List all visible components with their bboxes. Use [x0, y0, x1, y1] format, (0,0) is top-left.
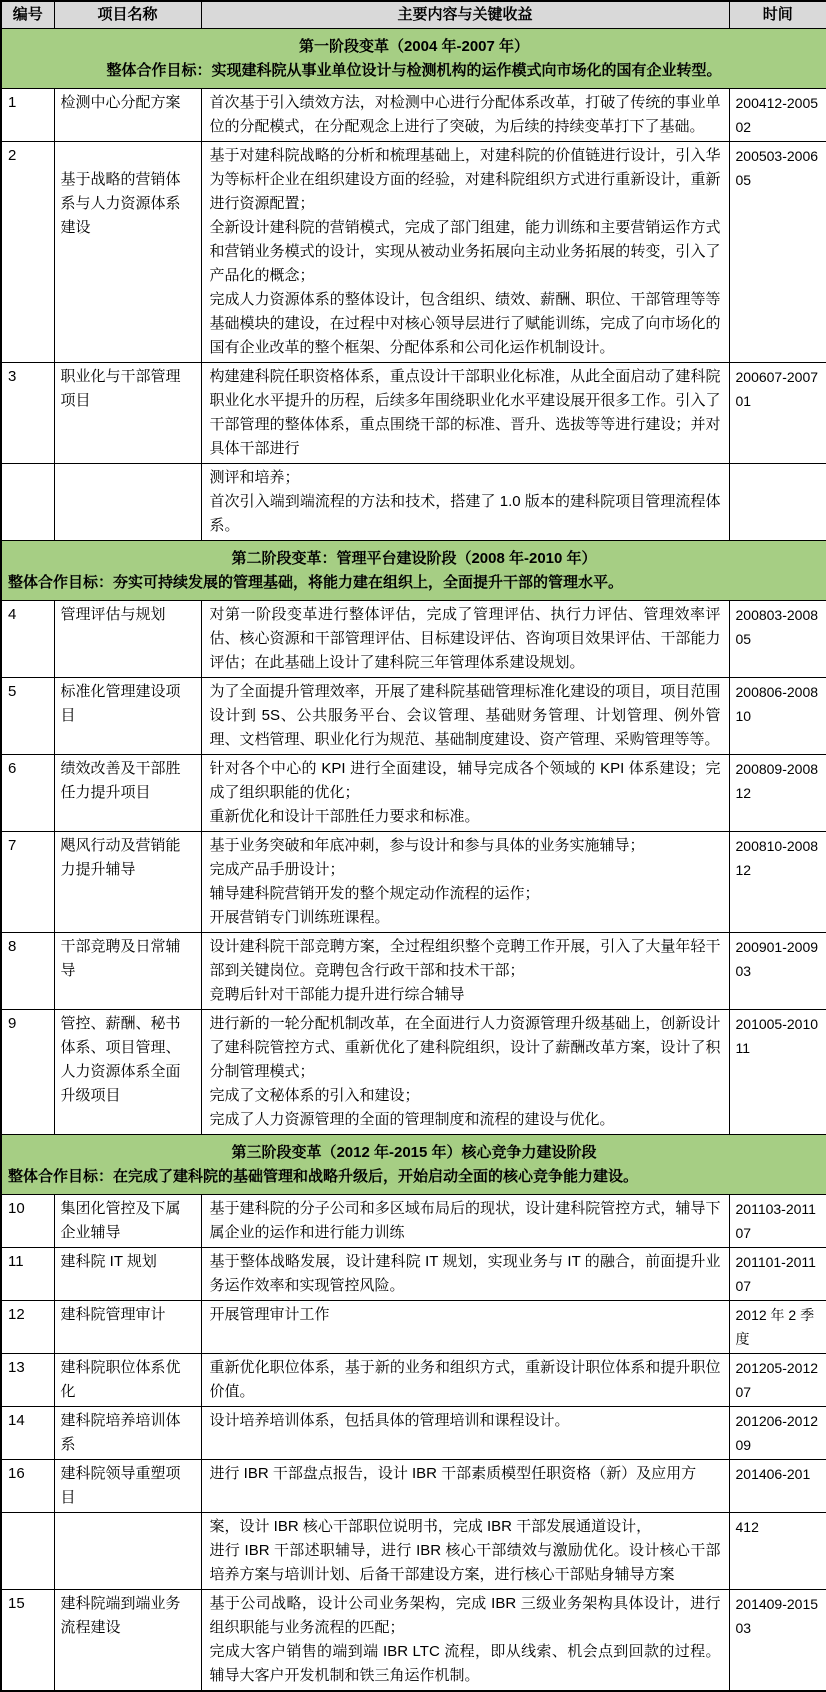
time-cell: 201205-201207 — [729, 1354, 826, 1407]
phase-section-cell — [1, 541, 826, 601]
content-paragraph: 辅导建科院营销开发的整个规定动作流程的运作； — [209, 885, 540, 902]
content-paragraph: 为了全面提升管理效率，开展了建科院基础管理标准化建设的项目，项目范围设计到 5S、公共服务平台、会议管理、基础财务管理、计划管理、例外管理、文档管理、职业化行为规范、基础制度建设、资产管理、采购管理等等。 — [209, 683, 721, 748]
content-paragraph: 进行新的一轮分配机制改革，在全面进行人力资源管理升级基础上，创新设计了建科院管控方式、重新优化了建科院组织，设计了薪酬改革方案，设计了积分制管理模式； — [209, 1015, 721, 1080]
phase-title: 第三阶段变革（2012 年-2015 年）核心竞争力建设阶段 — [231, 1144, 597, 1161]
row-number-cell — [1, 1513, 54, 1590]
time-cell: 200809-200812 — [729, 755, 826, 832]
time-cell: 201206-201209 — [729, 1407, 826, 1460]
phase-section-cell — [1, 1135, 826, 1195]
project-name-cell: 基于战略的营销体系与人力资源体系建设 — [54, 142, 201, 363]
content-paragraph: 基于对建科院战略的分析和梳理基础上，对建科院的价值链进行设计，引入华为等标杆企业在组织建设方面的经验，对建科院组织方式进行重新设计，重新进行资源配置； — [209, 147, 721, 212]
time-cell: 201101-201107 — [729, 1248, 826, 1301]
phase-goal: 整体合作目标：夯实可持续发展的管理基础，将能力建在组织上，全面提升干部的管理水平。 — [8, 574, 624, 591]
content-cell — [201, 1590, 729, 1692]
time-cell: 200503-200605 — [729, 142, 826, 363]
project-name-cell: 建科院管理审计 — [54, 1301, 201, 1354]
header-cell-number: 编号 — [1, 1, 54, 29]
phase-title: 第一阶段变革（2004 年-2007 年） — [298, 38, 530, 55]
row-number-cell: 7 — [1, 832, 54, 933]
content-paragraph: 案，设计 IBR 核心干部职位说明书，完成 IBR 干部发展通道设计， — [209, 1518, 652, 1535]
time-cell: 200803-200805 — [729, 601, 826, 678]
phase-section-cell — [1, 29, 826, 89]
content-cell — [201, 142, 729, 363]
table-row — [1, 142, 826, 363]
content-paragraph: 完成了人力资源管理的全面的管理制度和流程的建设与优化。 — [209, 1111, 615, 1128]
table-row — [1, 755, 826, 832]
row-number-cell: 13 — [1, 1354, 54, 1407]
content-cell — [201, 363, 729, 464]
time-cell: 200810-200812 — [729, 832, 826, 933]
content-cell — [201, 832, 729, 933]
content-paragraph: 全新设计建科院的营销模式，完成了部门组建，能力训练和主要营销运作方式和营销业务模式的设计，实现从被动业务拓展向主动业务拓展的转变，引入了产品化的概念； — [209, 219, 721, 284]
content-paragraph: 完成人力资源体系的整体设计，包含组织、绩效、薪酬、职位、干部管理等等基础模块的建设，在过程中对核心领导层进行了赋能训练，完成了向市场化的国有企业改革的整个框架、分配体系和公司化运作机制设计。 — [209, 291, 721, 356]
table-row — [1, 89, 826, 142]
table-row — [1, 601, 826, 678]
project-name-cell: 职业化与干部管理项目 — [54, 363, 201, 464]
table-row — [1, 1460, 826, 1513]
time-cell: 200607-200701 — [729, 363, 826, 464]
row-number-cell: 10 — [1, 1195, 54, 1248]
row-number-cell: 15 — [1, 1590, 54, 1692]
content-paragraph: 基于业务突破和年底冲刺，参与设计和参与具体的业务实施辅导； — [209, 837, 645, 854]
row-number-cell: 12 — [1, 1301, 54, 1354]
content-paragraph: 基于整体战略发展，设计建科院 IT 规划，实现业务与 IT 的融合，前面提升业务运作效率和实现管控风险。 — [209, 1253, 721, 1294]
project-name-cell: 建科院端到端业务流程建设 — [54, 1590, 201, 1692]
content-paragraph: 设计建科院干部竞聘方案，全过程组织整个竞聘工作开展，引入了大量年轻干部到关键岗位。竞聘包含行政干部和技术干部； — [209, 938, 721, 979]
time-cell — [729, 464, 826, 541]
project-name-cell: 管理评估与规划 — [54, 601, 201, 678]
table-row — [1, 1407, 826, 1460]
project-name-cell — [54, 1513, 201, 1590]
phase-section-row — [1, 29, 826, 89]
content-cell — [201, 1010, 729, 1135]
project-name-cell: 标准化管理建设项目 — [54, 678, 201, 755]
row-number-cell: 5 — [1, 678, 54, 755]
content-cell — [201, 1354, 729, 1407]
content-cell — [201, 1513, 729, 1590]
header-cell-project-name: 项目名称 — [54, 1, 201, 29]
table-header — [1, 1, 826, 29]
content-paragraph: 基于公司战略，设计公司业务架构，完成 IBR 三级业务架构具体设计，进行组织职能与业务流程的匹配； — [209, 1595, 721, 1636]
time-cell: 201406-201 — [729, 1460, 826, 1513]
content-paragraph: 测评和培养； — [209, 469, 300, 486]
content-paragraph: 对第一阶段变革进行整体评估，完成了管理评估、执行力评估、管理效率评估、核心资源和干部管理评估、目标建设评估、咨询项目效果评估、干部能力评估；在此基础上设计了建科院三年管理体系建设规划。 — [209, 606, 721, 671]
content-cell — [201, 89, 729, 142]
content-paragraph: 完成产品手册设计； — [209, 861, 345, 878]
project-name-cell: 建科院职位体系优化 — [54, 1354, 201, 1407]
time-cell: 2012 年 2 季度 — [729, 1301, 826, 1354]
content-paragraph: 重新优化职位体系，基于新的业务和组织方式，重新设计职位体系和提升职位价值。 — [209, 1359, 721, 1400]
content-paragraph: 完成了文秘体系的引入和建设； — [209, 1087, 420, 1104]
project-name-cell: 飓风行动及营销能力提升辅导 — [54, 832, 201, 933]
time-cell: 200806-200810 — [729, 678, 826, 755]
project-name-cell: 检测中心分配方案 — [54, 89, 201, 142]
row-number-cell: 3 — [1, 363, 54, 464]
project-name-cell: 干部竞聘及日常辅导 — [54, 933, 201, 1010]
content-paragraph: 进行 IBR 干部盘点报告，设计 IBR 干部素质模型任职资格（新）及应用方 — [209, 1465, 697, 1482]
content-cell — [201, 1460, 729, 1513]
row-number-cell: 11 — [1, 1248, 54, 1301]
table-row — [1, 1354, 826, 1407]
table-row — [1, 363, 826, 464]
row-number-cell: 2 — [1, 142, 54, 363]
phase-section-row — [1, 541, 826, 601]
project-name-cell: 建科院领导重塑项目 — [54, 1460, 201, 1513]
project-name-cell: 建科院培养培训体系 — [54, 1407, 201, 1460]
row-number-cell — [1, 464, 54, 541]
content-cell — [201, 1248, 729, 1301]
content-cell — [201, 1301, 729, 1354]
project-name-cell — [54, 464, 201, 541]
content-cell — [201, 601, 729, 678]
table-row — [1, 1010, 826, 1135]
project-name-cell: 绩效改善及干部胜任力提升项目 — [54, 755, 201, 832]
content-paragraph: 基于建科院的分子公司和多区域布局后的现状，设计建科院管控方式，辅导下属企业的运作和进行能力训练 — [209, 1200, 721, 1241]
time-cell: 200412-200502 — [729, 89, 826, 142]
content-paragraph: 首次引入端到端流程的方法和技术，搭建了 1.0 版本的建科院项目管理流程体系。 — [209, 493, 721, 534]
time-cell: 201103-201107 — [729, 1195, 826, 1248]
content-cell — [201, 755, 729, 832]
row-number-cell: 9 — [1, 1010, 54, 1135]
content-cell — [201, 1407, 729, 1460]
row-number-cell: 8 — [1, 933, 54, 1010]
phase-goal: 整体合作目标：实现建科院从事业单位设计与检测机构的运作模式向市场化的国有企业转型。 — [106, 62, 722, 79]
table-row — [1, 1248, 826, 1301]
row-number-cell: 16 — [1, 1460, 54, 1513]
row-number-cell: 4 — [1, 601, 54, 678]
content-paragraph: 竞聘后针对干部能力提升进行综合辅导 — [209, 986, 465, 1003]
time-cell: 201005-201011 — [729, 1010, 826, 1135]
content-paragraph: 设计培养培训体系，包括具体的管理培训和课程设计。 — [209, 1412, 570, 1429]
content-paragraph: 开展营销专门训练班课程。 — [209, 909, 390, 926]
project-name-cell: 建科院 IT 规划 — [54, 1248, 201, 1301]
content-cell — [201, 933, 729, 1010]
table-row — [1, 832, 826, 933]
row-number-cell: 14 — [1, 1407, 54, 1460]
content-paragraph: 进行 IBR 干部述职辅导，进行 IBR 核心干部绩效与激励优化。设计核心干部培养方案与培训计划、后备干部建设方案，进行核心干部贴身辅导方案 — [209, 1542, 721, 1583]
row-number-cell: 1 — [1, 89, 54, 142]
phase-title: 第二阶段变革：管理平台建设阶段（2008 年-2010 年） — [231, 550, 597, 567]
project-name-cell: 管控、薪酬、秘书体系、项目管理、人力资源体系全面升级项目 — [54, 1010, 201, 1135]
header-cell-content: 主要内容与关键收益 — [201, 1, 729, 29]
content-cell — [201, 1195, 729, 1248]
table-row — [1, 678, 826, 755]
time-cell: 201409-201503 — [729, 1590, 826, 1692]
table-body — [1, 29, 826, 1692]
content-paragraph: 重新优化和设计干部胜任力要求和标准。 — [209, 808, 480, 825]
table-row — [1, 464, 826, 541]
phase-section-row — [1, 1135, 826, 1195]
row-number-cell: 6 — [1, 755, 54, 832]
content-paragraph: 构建建科院任职资格体系，重点设计干部职业化标准，从此全面启动了建科院职业化水平提升的历程，后续多年围绕职业化水平建设展开很多工作。引入了干部管理的整体体系，重点围绕干部的标准、晋升、选拔等等进行建设；并对具体干部进行 — [209, 368, 721, 457]
header-cell-time: 时间 — [729, 1, 826, 29]
content-paragraph: 首次基于引入绩效方法，对检测中心进行分配体系改革，打破了传统的事业单位的分配模式，在分配观念上进行了突破，为后续的持续变革打下了基础。 — [209, 94, 721, 135]
table-row — [1, 1590, 826, 1692]
time-cell: 412 — [729, 1513, 826, 1590]
project-name-cell: 集团化管控及下属企业辅导 — [54, 1195, 201, 1248]
phase-goal: 整体合作目标：在完成了建科院的基础管理和战略升级后，开始启动全面的核心竞争能力建设。 — [8, 1168, 639, 1185]
table-row — [1, 1195, 826, 1248]
table-row — [1, 1513, 826, 1590]
content-paragraph: 完成大客户销售的端到端 IBR LTC 流程，即从线索、机会点到回款的过程。辅导大客户开发机制和铁三角运作机制。 — [209, 1643, 721, 1684]
content-cell — [201, 464, 729, 541]
table-row — [1, 933, 826, 1010]
time-cell: 200901-200903 — [729, 933, 826, 1010]
table-row — [1, 1301, 826, 1354]
header-row — [1, 1, 826, 29]
content-paragraph: 开展管理审计工作 — [209, 1306, 330, 1323]
content-paragraph: 针对各个中心的 KPI 进行全面建设，辅导完成各个领域的 KPI 体系建设；完成了组织职能的优化； — [209, 760, 721, 801]
content-cell — [201, 678, 729, 755]
